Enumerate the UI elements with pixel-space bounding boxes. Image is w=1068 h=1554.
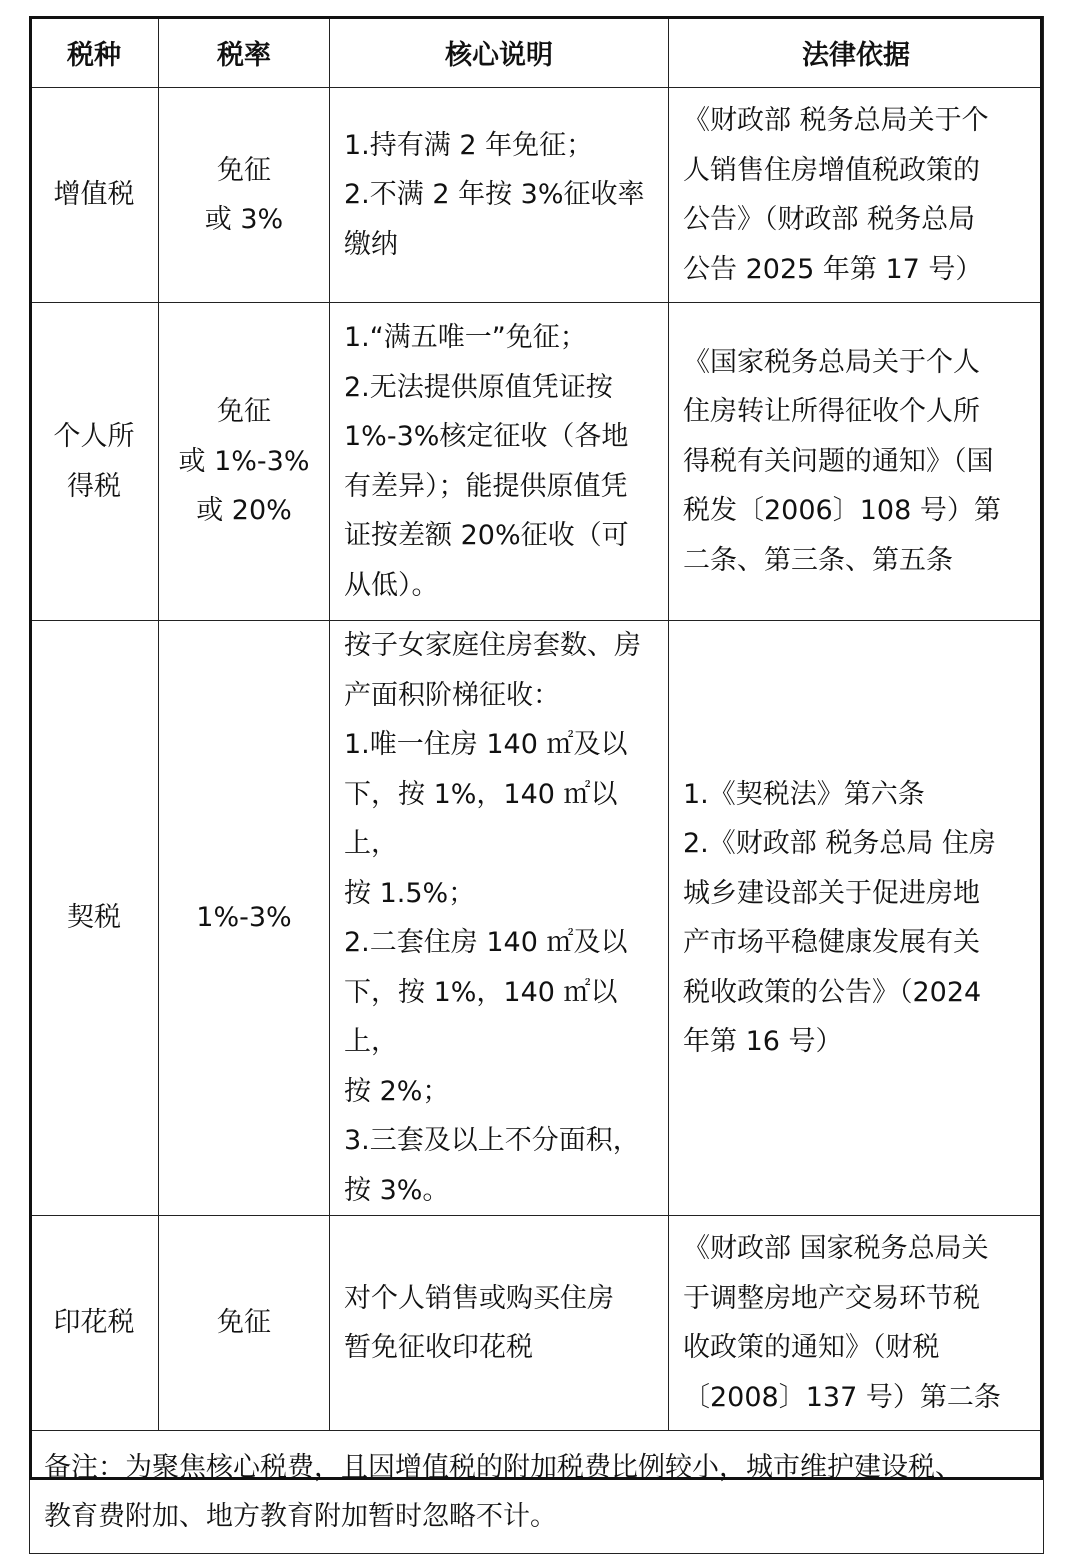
cell-line: 公告》（财政部 税务总局 <box>683 204 976 235</box>
cell-line: 按子女家庭住房套数、房 <box>344 630 641 661</box>
cell-line: 《财政部 税务总局关于个 <box>683 105 989 136</box>
cell-line: 从低）。 <box>344 569 439 601</box>
cell-line: 对个人销售或购买住房 <box>344 1282 614 1314</box>
cell-line: 按 3%。 <box>344 1174 450 1206</box>
cell-line: 2.《财政部 税务总局 住房 <box>683 828 996 859</box>
cell-line: 税发〔2006〕108 号）第 <box>683 495 1001 527</box>
cell-line: 1.《契税法》第六条 <box>683 778 925 810</box>
cell-line: 2.无法提供原值凭证按 <box>344 371 613 403</box>
cell-line: 城乡建设部关于促进房地 <box>683 877 980 909</box>
header-legal-basis: 法律依据 <box>669 17 1044 88</box>
cell-line: 1.持有满 2 年免征； <box>344 129 594 161</box>
cell-line: 增值税 <box>53 179 135 211</box>
cell-line: 证按差额 20%征收（可 <box>344 520 629 551</box>
cell-line: 下，按 1%，140 ㎡以上， <box>344 976 618 1057</box>
cell-line: 公告 2025 年第 17 号） <box>683 253 983 285</box>
cell-line: 2.不满 2 年按 3%征收率 <box>344 179 645 211</box>
cell-line: 〔2008〕137 号）第二条 <box>683 1381 1001 1413</box>
note-line: 备注：为聚焦核心税费，且因增值税的附加税费比例较小，城市维护建设税、 <box>44 1452 962 1483</box>
cell-line: 个人所 <box>53 421 135 452</box>
cell-line: 印花税 <box>53 1307 135 1339</box>
cell-line: 二条、第三条、第五条 <box>683 544 953 576</box>
cell-line: 年第 16 号） <box>683 1026 843 1057</box>
cell-line: 1%-3% <box>196 902 292 934</box>
cell-line: 缴纳 <box>344 228 398 260</box>
cell-line: 或 1%-3% <box>178 445 310 477</box>
cell-line: 或 20% <box>196 495 292 527</box>
cell-line: 产面积阶梯征收： <box>344 679 560 711</box>
cell-line: 1.“满五唯一”免征； <box>344 322 587 353</box>
cell-line: 下，按 1%，140 ㎡以上， <box>344 778 618 859</box>
cell-line: 免征 <box>217 154 271 186</box>
table-outer-border <box>29 16 1043 1480</box>
cell-line: 产市场平稳健康发展有关 <box>683 927 980 958</box>
cell-line: 3.三套及以上不分面积， <box>344 1125 640 1156</box>
cell-line: 《财政部 国家税务总局关 <box>683 1233 989 1264</box>
cell-line: 契税 <box>67 902 121 934</box>
cell-line: 人销售住房增值税政策的 <box>683 154 980 186</box>
cell-line: 按 1.5%； <box>344 877 476 909</box>
cell-line: 得税有关问题的通知》（国 <box>683 445 994 477</box>
header-tax-type: 税种 <box>30 17 159 88</box>
cell-line: 1%-3%核定征收（各地 <box>344 421 629 452</box>
cell-line: 免征 <box>217 396 271 428</box>
cell-line: 得税 <box>67 470 121 502</box>
cell-line: 《国家税务总局关于个人 <box>683 346 980 378</box>
cell-line: 1.唯一住房 140 ㎡及以 <box>344 729 628 760</box>
cell-line: 或 3% <box>204 204 284 235</box>
cell-line: 按 2%； <box>344 1075 450 1107</box>
cell-line: 收政策的通知》（财税 <box>683 1332 940 1363</box>
cell-line: 税收政策的公告》（2024 <box>683 976 982 1008</box>
cell-line: 于调整房地产交易环节税 <box>683 1282 980 1314</box>
header-core-description: 核心说明 <box>330 17 669 88</box>
cell-line: 住房转让所得征收个人所 <box>683 396 980 428</box>
cell-line: 2.二套住房 140 ㎡及以 <box>344 927 628 958</box>
cell-line: 有差异）；能提供原值凭 <box>344 470 628 502</box>
note-line: 教育费附加、地方教育附加暂时忽略不计。 <box>44 1501 557 1532</box>
cell-line: 暂免征收印花税 <box>344 1332 533 1363</box>
cell-line: 免征 <box>217 1307 271 1339</box>
header-tax-rate: 税率 <box>159 17 330 88</box>
